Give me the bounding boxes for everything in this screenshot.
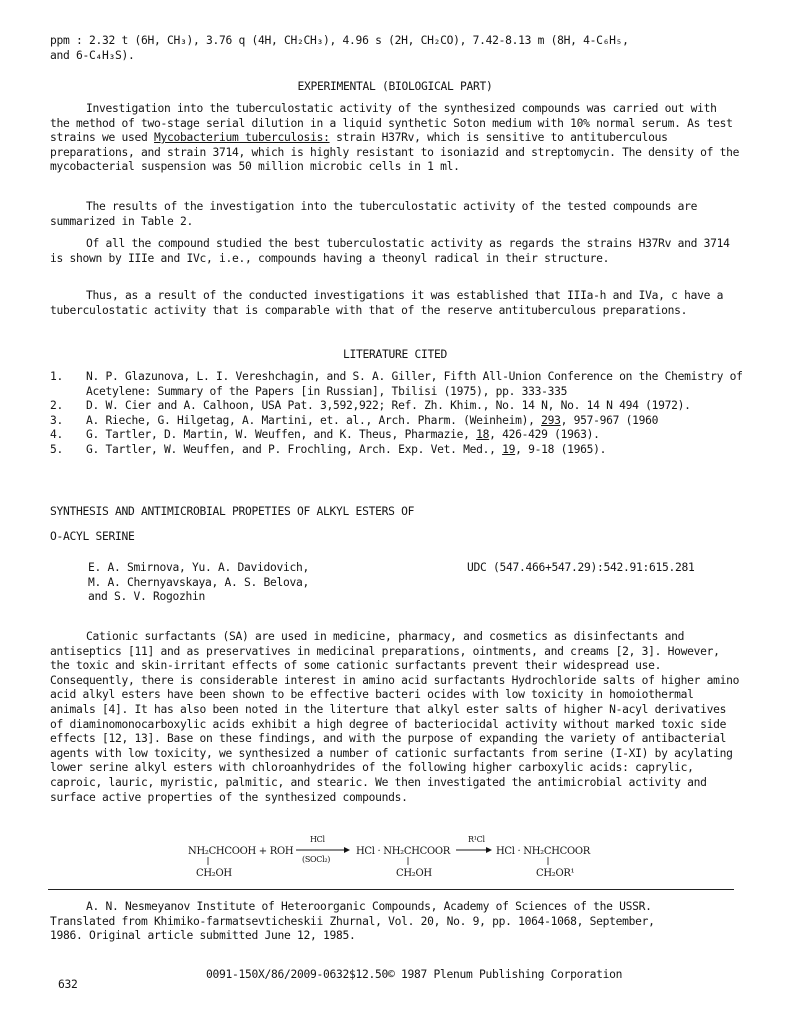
udc-code: UDC (547.466+547.29):542.91:615.281 (467, 561, 695, 574)
reference-volume: 293 (541, 413, 561, 427)
reference-item (50, 414, 762, 429)
reference-pages: , 426-429 (1963). (489, 428, 600, 442)
reference-list (50, 370, 762, 458)
footnote-line-2: Translated from Khimiko-farmatsevticheskii Zhurnal, Vol. 20, No. 9, pp. 1064-1068, September, (50, 914, 655, 928)
reference-text: N. P. Glazunova, L. I. Vereshchagin, and S. A. Giller, Fifth All-Union Conference on the Chemistry of Acetylene: Summary of the Papers [in Russian], Tbilisi (1975), pp. 333-335 (86, 370, 743, 398)
authors-line-2: M. A. Chernyavskaya, A. S. Belova, (88, 575, 310, 589)
reference-number: 5. (50, 442, 64, 456)
footnote-divider (48, 889, 734, 890)
section-heading-literature: LITERATURE CITED (342, 348, 448, 361)
reference-volume: 18 (476, 428, 490, 442)
reference-item (50, 370, 762, 399)
reference-item (50, 443, 762, 458)
article-title-line-2: O-ACYL SERINE (50, 529, 135, 543)
experimental-paragraph-4 (50, 289, 740, 318)
reference-pages: , 9-18 (1965). (515, 442, 607, 456)
reference-item (50, 428, 762, 443)
exp-p4-text: Thus, as a result of the conducted investigations it was established that IIIa-h and IVa, c have a tuberculostatic activity that is comparable with that of the reserve antituberculous preparations. (50, 289, 724, 317)
arrow-1-catalyst: (SOCl₂) (302, 855, 331, 864)
reaction-scheme-svg (186, 832, 616, 880)
reactant-formula: NH₂CHCOOH + ROH (188, 846, 294, 857)
reference-text: G. Tartler, D. Martin, W. Weuffen, and K. Theus, Pharmazie, (86, 428, 477, 442)
footnote (50, 900, 762, 944)
reference-volume: 19 (502, 442, 516, 456)
author-list (88, 561, 408, 605)
nmr-line-1: ppm : 2.32 t (6H, CH₃), 3.76 q (4H, CH₂CH₃), 4.96 s (2H, CH₂CO), 7.42-8.13 m (8H, 4-C₆H₅, (50, 34, 629, 47)
experimental-paragraph-3 (50, 237, 740, 266)
nmr-line-2: and 6-C₄H₃S). (50, 48, 135, 62)
reference-number: 1. (50, 370, 64, 383)
exp-p2-text: The results of the investigation into the tuberculostatic activity of the tested compounds are summarized in Table 2. (50, 200, 698, 228)
reference-number: 4. (50, 428, 64, 442)
product-formula: HCl · NH₂CHCOOR (496, 846, 591, 857)
reference-pages: , 957-967 (1960 (560, 413, 659, 427)
article-body-paragraph (50, 630, 740, 805)
article-title-line-1: SYNTHESIS AND ANTIMICROBIAL PROPETIES OF ALKYL ESTERS OF (50, 505, 415, 518)
reference-number: 2. (50, 399, 64, 413)
experimental-paragraph-2 (50, 200, 740, 229)
article-body-text: Cationic surfactants (SA) are used in medicine, pharmacy, and cosmetics as disinfectants and antiseptics [11] and as preservatives in medicinal preparations, ointments, and creams [2, 3]. However, the toxic and skin-irritant effects of some cationic surfactants prevent their widespread use. Consequently, there is considerable interest in amino acid surfactants Hydrochloride salts of higher amino acid alkyl esters have been shown to be effective bacteri ocides with low toxicity in homoiothermal animals [4]. It has also been noted in the literture that alkyl ester salts of higher N-acyl derivatives of diaminomonocarboxylic acids exhibit a high degree of bacteriocidal activity without marked toxic side effects [12, 13]. Base on these findings, and with the purpose of expanding the variety of antibacterial agents with low toxicity, we synthesized a number of cationic surfactants from serine (I-XI) by acylating lower serine alkyl esters with chloroanhydrides of the following higher carboxylic acids: caprylic, caproic, lauric, myristic, palmitic, and stearic. We then investigated the antimicrobial activity and surface active properties of the synthesized compounds. (50, 630, 740, 804)
authors-line-1: E. A. Smirnova, Yu. A. Davidovich, (88, 561, 310, 574)
authors-line-3: and S. V. Rogozhin (88, 590, 206, 604)
page-number: 632 (58, 978, 78, 991)
section-heading-experimental: EXPERIMENTAL (BIOLOGICAL PART) (297, 80, 493, 93)
reaction-arrow-1-head (344, 847, 350, 853)
copyright-line: 0091-150X/86/2009-0632$12.50© 1987 Plenum Publishing Corporation (206, 968, 623, 981)
arrow-2-reagent: R¹Cl (468, 835, 485, 844)
reference-text: D. W. Cier and A. Calhoon, USA Pat. 3,592,922; Ref. Zh. Khim., No. 14 N, No. 14 N 494 (1972). (86, 399, 691, 413)
reference-text: G. Tartler, W. Weuffen, and P. Frochling, Arch. Exp. Vet. Med., (86, 442, 503, 456)
article-title (50, 505, 740, 544)
intermediate-side-chain: CH₂OH (396, 868, 432, 879)
exp-p1-text-b: strain H37Rv, which is sensitive to antituberculous preparations, and strain 3714, which is highly resistant to isoniazid and streptomycin. The density of the mycobacterial suspension was 50 million microbic cells in 1 ml. (50, 131, 740, 174)
reactant-side-chain: CH₂OH (196, 868, 232, 879)
footnote-line-1: A. N. Nesmeyanov Institute of Heteroorganic Compounds, Academy of Sciences of the USSR. (86, 900, 652, 913)
reaction-scheme (186, 832, 616, 880)
arrow-1-reagent: HCl (310, 835, 325, 844)
exp-p1-text-a: Investigation into the tuberculostatic activity of the synthesized compounds was carried out with the method of two-stage serial dilution in a liquid synthetic Soton medium with 10% normal serum. As test strains we used (50, 102, 733, 145)
experimental-paragraph-1 (50, 102, 740, 175)
product-side-chain: CH₂OR¹ (536, 868, 575, 879)
reference-item (50, 399, 762, 414)
intermediate-formula: HCl · NH₂CHCOOR (356, 846, 451, 857)
reference-number: 3. (50, 413, 64, 427)
organism-name: Mycobacterium tuberculosis: (154, 131, 330, 145)
reference-text: A. Rieche, G. Hilgetag, A. Martini, et. al., Arch. Pharm. (Weinheim), (86, 413, 542, 427)
nmr-data-continuation (50, 34, 740, 63)
exp-p3-text: Of all the compound studied the best tuberculostatic activity as regards the strains H37Rv and 3714 is shown by IIIe and IVc, i.e., compounds having a theonyl radical in their structure. (50, 237, 730, 265)
footnote-line-3: 1986. Original article submitted June 12, 1985. (50, 929, 356, 943)
reaction-arrow-2-head (486, 847, 492, 853)
